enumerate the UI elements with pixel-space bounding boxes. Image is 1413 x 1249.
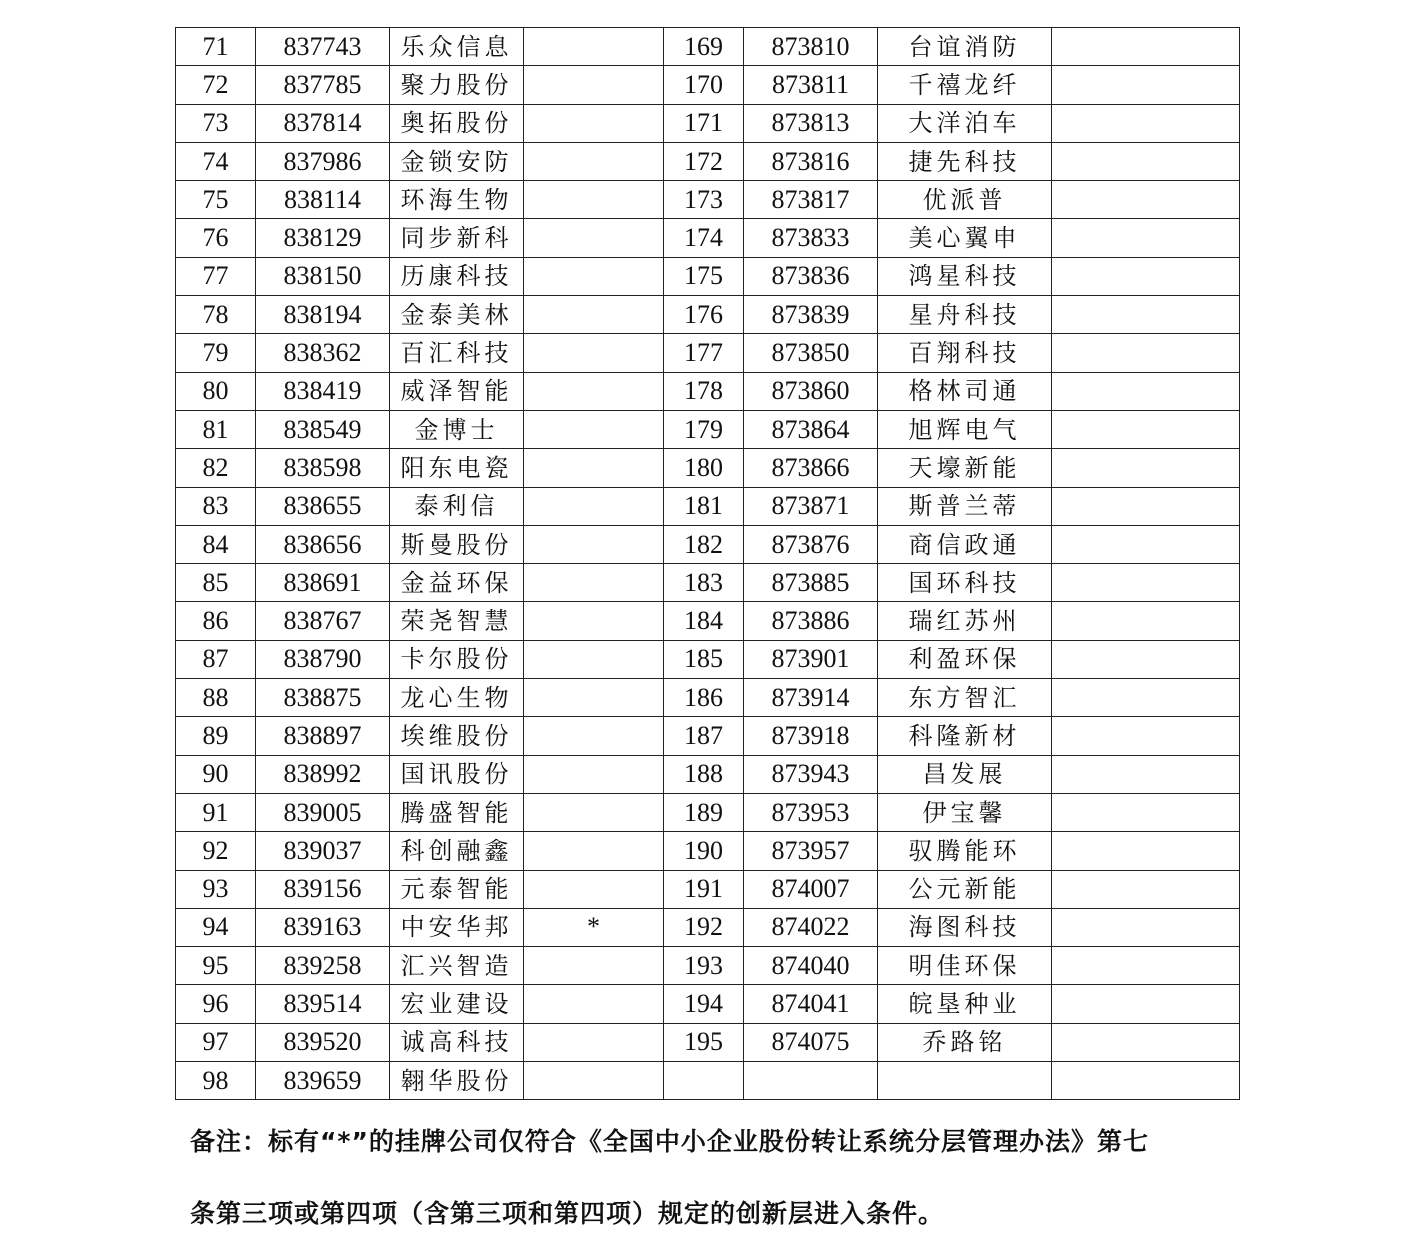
table-row <box>176 1062 1240 1100</box>
left-code-cell: 837743 <box>256 28 390 66</box>
right-serial-cell: 178 <box>664 372 744 410</box>
right-code-cell: 873901 <box>744 640 878 678</box>
left-name-cell: 环海生物 <box>390 181 524 219</box>
right-code-cell: 873871 <box>744 487 878 525</box>
right-code-cell: 874007 <box>744 870 878 908</box>
left-name-cell: 百汇科技 <box>390 334 524 372</box>
left-name-cell: 金锁安防 <box>390 142 524 180</box>
table-row <box>176 181 1240 219</box>
table-row <box>176 717 1240 755</box>
table-row <box>176 679 1240 717</box>
right-code-cell: 873914 <box>744 679 878 717</box>
left-code-cell: 838767 <box>256 602 390 640</box>
right-code-cell: 874040 <box>744 947 878 985</box>
left-code-cell: 839037 <box>256 832 390 870</box>
table-row <box>176 870 1240 908</box>
left-name-cell: 卡尔股份 <box>390 640 524 678</box>
right-code-cell: 873813 <box>744 104 878 142</box>
right-serial-cell: 181 <box>664 487 744 525</box>
left-code-cell: 838114 <box>256 181 390 219</box>
left-serial-cell: 96 <box>176 985 256 1023</box>
right-serial-cell: 177 <box>664 334 744 372</box>
left-code-cell: 838790 <box>256 640 390 678</box>
left-code-cell: 839156 <box>256 870 390 908</box>
left-name-cell: 金泰美林 <box>390 296 524 334</box>
right-mark-cell <box>1052 410 1240 448</box>
right-name-cell: 格林司通 <box>878 372 1052 410</box>
left-name-cell: 荣尧智慧 <box>390 602 524 640</box>
right-name-cell: 公元新能 <box>878 870 1052 908</box>
right-mark-cell <box>1052 296 1240 334</box>
left-code-cell: 838598 <box>256 449 390 487</box>
table-row <box>176 908 1240 946</box>
table-row <box>176 28 1240 66</box>
right-mark-cell <box>1052 257 1240 295</box>
right-code-cell: 873886 <box>744 602 878 640</box>
right-serial-cell: 185 <box>664 640 744 678</box>
left-serial-cell: 76 <box>176 219 256 257</box>
right-name-cell: 斯普兰蒂 <box>878 487 1052 525</box>
right-serial-cell: 180 <box>664 449 744 487</box>
right-mark-cell <box>1052 487 1240 525</box>
left-serial-cell: 98 <box>176 1062 256 1100</box>
right-name-cell: 台谊消防 <box>878 28 1052 66</box>
left-mark-cell <box>524 564 664 602</box>
left-name-cell: 腾盛智能 <box>390 793 524 831</box>
footnote-line-2: 条第三项或第四项（含第三项和第四项）规定的创新层进入条件。 <box>190 1199 945 1228</box>
left-code-cell: 839258 <box>256 947 390 985</box>
left-mark-cell <box>524 487 664 525</box>
right-serial-cell: 182 <box>664 525 744 563</box>
table-row <box>176 755 1240 793</box>
left-name-cell: 翱华股份 <box>390 1062 524 1100</box>
left-name-cell: 斯曼股份 <box>390 525 524 563</box>
right-name-cell: 美心翼申 <box>878 219 1052 257</box>
right-mark-cell <box>1052 334 1240 372</box>
left-serial-cell: 97 <box>176 1023 256 1061</box>
right-mark-cell <box>1052 947 1240 985</box>
right-serial-cell: 179 <box>664 410 744 448</box>
left-code-cell: 839005 <box>256 793 390 831</box>
left-name-cell: 乐众信息 <box>390 28 524 66</box>
left-code-cell: 838150 <box>256 257 390 295</box>
right-mark-cell <box>1052 564 1240 602</box>
right-code-cell: 873850 <box>744 334 878 372</box>
left-name-cell: 中安华邦 <box>390 908 524 946</box>
left-code-cell: 838194 <box>256 296 390 334</box>
left-serial-cell: 92 <box>176 832 256 870</box>
right-mark-cell <box>1052 372 1240 410</box>
table-row <box>176 1023 1240 1061</box>
table-row <box>176 947 1240 985</box>
left-mark-cell <box>524 372 664 410</box>
left-code-cell: 838129 <box>256 219 390 257</box>
left-code-cell: 838656 <box>256 525 390 563</box>
left-serial-cell: 89 <box>176 717 256 755</box>
left-code-cell: 837814 <box>256 104 390 142</box>
right-serial-cell: 194 <box>664 985 744 1023</box>
right-mark-cell <box>1052 181 1240 219</box>
footnote-line-1: 备注：标有“*”的挂牌公司仅符合《全国中小企业股份转让系统分层管理办法》第七 <box>190 1127 1149 1156</box>
left-name-cell: 元泰智能 <box>390 870 524 908</box>
right-name-cell: 旭辉电气 <box>878 410 1052 448</box>
left-name-cell: 金博士 <box>390 410 524 448</box>
right-mark-cell <box>1052 104 1240 142</box>
left-mark-cell <box>524 755 664 793</box>
left-mark-cell <box>524 334 664 372</box>
table-row <box>176 793 1240 831</box>
left-mark-cell <box>524 832 664 870</box>
right-mark-cell <box>1052 219 1240 257</box>
left-name-cell: 奥拓股份 <box>390 104 524 142</box>
left-name-cell: 国讯股份 <box>390 755 524 793</box>
right-name-cell: 捷先科技 <box>878 142 1052 180</box>
right-name-cell: 星舟科技 <box>878 296 1052 334</box>
left-name-cell: 汇兴智造 <box>390 947 524 985</box>
left-serial-cell: 72 <box>176 66 256 104</box>
right-mark-cell <box>1052 793 1240 831</box>
right-mark-cell <box>1052 755 1240 793</box>
table-row <box>176 372 1240 410</box>
right-mark-cell <box>1052 602 1240 640</box>
left-serial-cell: 91 <box>176 793 256 831</box>
right-serial-cell <box>664 1062 744 1100</box>
right-serial-cell: 183 <box>664 564 744 602</box>
left-serial-cell: 86 <box>176 602 256 640</box>
left-name-cell: 宏业建设 <box>390 985 524 1023</box>
company-list-table <box>175 27 1240 1100</box>
table-row <box>176 449 1240 487</box>
right-serial-cell: 172 <box>664 142 744 180</box>
left-name-cell: 阳东电瓷 <box>390 449 524 487</box>
right-mark-cell <box>1052 1023 1240 1061</box>
right-code-cell: 873816 <box>744 142 878 180</box>
left-code-cell: 837986 <box>256 142 390 180</box>
right-serial-cell: 186 <box>664 679 744 717</box>
right-code-cell: 873918 <box>744 717 878 755</box>
left-mark-cell <box>524 296 664 334</box>
left-serial-cell: 90 <box>176 755 256 793</box>
right-mark-cell <box>1052 1062 1240 1100</box>
left-serial-cell: 78 <box>176 296 256 334</box>
left-mark-cell <box>524 679 664 717</box>
right-serial-cell: 170 <box>664 66 744 104</box>
left-serial-cell: 71 <box>176 28 256 66</box>
right-serial-cell: 184 <box>664 602 744 640</box>
left-mark-cell <box>524 257 664 295</box>
right-mark-cell <box>1052 525 1240 563</box>
left-serial-cell: 73 <box>176 104 256 142</box>
left-name-cell: 历康科技 <box>390 257 524 295</box>
left-serial-cell: 79 <box>176 334 256 372</box>
table-row <box>176 985 1240 1023</box>
right-mark-cell <box>1052 832 1240 870</box>
table-row <box>176 602 1240 640</box>
right-mark-cell <box>1052 870 1240 908</box>
right-code-cell <box>744 1062 878 1100</box>
left-mark-cell <box>524 717 664 755</box>
left-mark-cell <box>524 66 664 104</box>
right-name-cell: 皖垦种业 <box>878 985 1052 1023</box>
left-name-cell: 诚高科技 <box>390 1023 524 1061</box>
right-name-cell: 伊宝馨 <box>878 793 1052 831</box>
left-code-cell: 838419 <box>256 372 390 410</box>
right-name-cell: 利盈环保 <box>878 640 1052 678</box>
left-name-cell: 威泽智能 <box>390 372 524 410</box>
table-row <box>176 525 1240 563</box>
right-code-cell: 873864 <box>744 410 878 448</box>
left-mark-cell <box>524 947 664 985</box>
right-mark-cell <box>1052 640 1240 678</box>
right-name-cell: 百翔科技 <box>878 334 1052 372</box>
right-serial-cell: 195 <box>664 1023 744 1061</box>
left-name-cell: 龙心生物 <box>390 679 524 717</box>
right-serial-cell: 175 <box>664 257 744 295</box>
left-serial-cell: 88 <box>176 679 256 717</box>
right-mark-cell <box>1052 142 1240 180</box>
right-name-cell: 鸿星科技 <box>878 257 1052 295</box>
left-mark-cell <box>524 1062 664 1100</box>
left-serial-cell: 83 <box>176 487 256 525</box>
left-mark-cell <box>524 793 664 831</box>
right-code-cell: 873817 <box>744 181 878 219</box>
right-serial-cell: 174 <box>664 219 744 257</box>
left-mark-cell <box>524 602 664 640</box>
left-name-cell: 聚力股份 <box>390 66 524 104</box>
left-code-cell: 838897 <box>256 717 390 755</box>
right-code-cell: 874041 <box>744 985 878 1023</box>
left-mark-cell <box>524 104 664 142</box>
right-code-cell: 873943 <box>744 755 878 793</box>
left-name-cell: 科创融鑫 <box>390 832 524 870</box>
table-row <box>176 219 1240 257</box>
right-name-cell: 明佳环保 <box>878 947 1052 985</box>
left-mark-cell <box>524 525 664 563</box>
left-serial-cell: 82 <box>176 449 256 487</box>
table-row <box>176 640 1240 678</box>
table-row <box>176 296 1240 334</box>
left-code-cell: 839659 <box>256 1062 390 1100</box>
table-row <box>176 410 1240 448</box>
right-mark-cell <box>1052 679 1240 717</box>
left-serial-cell: 84 <box>176 525 256 563</box>
right-code-cell: 873885 <box>744 564 878 602</box>
left-serial-cell: 87 <box>176 640 256 678</box>
right-code-cell: 873839 <box>744 296 878 334</box>
left-name-cell: 金益环保 <box>390 564 524 602</box>
right-code-cell: 874075 <box>744 1023 878 1061</box>
right-serial-cell: 191 <box>664 870 744 908</box>
right-name-cell: 天壕新能 <box>878 449 1052 487</box>
right-mark-cell <box>1052 66 1240 104</box>
table-row <box>176 832 1240 870</box>
right-serial-cell: 193 <box>664 947 744 985</box>
left-mark-cell <box>524 410 664 448</box>
right-code-cell: 874022 <box>744 908 878 946</box>
left-serial-cell: 80 <box>176 372 256 410</box>
table-row <box>176 334 1240 372</box>
table-row <box>176 257 1240 295</box>
left-name-cell: 泰利信 <box>390 487 524 525</box>
left-mark-cell <box>524 142 664 180</box>
right-serial-cell: 169 <box>664 28 744 66</box>
left-serial-cell: 93 <box>176 870 256 908</box>
left-code-cell: 839520 <box>256 1023 390 1061</box>
right-code-cell: 873836 <box>744 257 878 295</box>
left-mark-cell <box>524 1023 664 1061</box>
table-body <box>176 28 1240 1100</box>
left-serial-cell: 77 <box>176 257 256 295</box>
right-name-cell: 瑞红苏州 <box>878 602 1052 640</box>
right-serial-cell: 176 <box>664 296 744 334</box>
left-code-cell: 838691 <box>256 564 390 602</box>
left-code-cell: 837785 <box>256 66 390 104</box>
right-mark-cell <box>1052 449 1240 487</box>
table-row <box>176 66 1240 104</box>
left-code-cell: 838992 <box>256 755 390 793</box>
table-row <box>176 564 1240 602</box>
right-code-cell: 873833 <box>744 219 878 257</box>
right-serial-cell: 192 <box>664 908 744 946</box>
left-serial-cell: 75 <box>176 181 256 219</box>
right-name-cell: 商信政通 <box>878 525 1052 563</box>
right-serial-cell: 188 <box>664 755 744 793</box>
table-row <box>176 487 1240 525</box>
left-mark-cell <box>524 640 664 678</box>
left-mark-cell <box>524 870 664 908</box>
right-mark-cell <box>1052 28 1240 66</box>
right-code-cell: 873866 <box>744 449 878 487</box>
table-row <box>176 142 1240 180</box>
right-code-cell: 873876 <box>744 525 878 563</box>
right-mark-cell <box>1052 908 1240 946</box>
left-code-cell: 839514 <box>256 985 390 1023</box>
right-name-cell: 国环科技 <box>878 564 1052 602</box>
left-code-cell: 839163 <box>256 908 390 946</box>
left-serial-cell: 81 <box>176 410 256 448</box>
right-serial-cell: 190 <box>664 832 744 870</box>
left-code-cell: 838655 <box>256 487 390 525</box>
left-serial-cell: 94 <box>176 908 256 946</box>
right-name-cell <box>878 1062 1052 1100</box>
table-row <box>176 104 1240 142</box>
right-code-cell: 873957 <box>744 832 878 870</box>
right-serial-cell: 189 <box>664 793 744 831</box>
right-name-cell: 海图科技 <box>878 908 1052 946</box>
left-code-cell: 838549 <box>256 410 390 448</box>
left-mark-cell <box>524 449 664 487</box>
right-name-cell: 驭腾能环 <box>878 832 1052 870</box>
right-name-cell: 科隆新材 <box>878 717 1052 755</box>
left-serial-cell: 74 <box>176 142 256 180</box>
right-name-cell: 东方智汇 <box>878 679 1052 717</box>
left-code-cell: 838875 <box>256 679 390 717</box>
left-mark-cell <box>524 28 664 66</box>
right-code-cell: 873810 <box>744 28 878 66</box>
right-name-cell: 昌发展 <box>878 755 1052 793</box>
right-mark-cell <box>1052 985 1240 1023</box>
left-mark-cell <box>524 985 664 1023</box>
left-code-cell: 838362 <box>256 334 390 372</box>
right-code-cell: 873811 <box>744 66 878 104</box>
left-mark-cell: * <box>524 908 664 946</box>
left-mark-cell <box>524 181 664 219</box>
right-name-cell: 优派普 <box>878 181 1052 219</box>
left-serial-cell: 85 <box>176 564 256 602</box>
right-name-cell: 乔路铭 <box>878 1023 1052 1061</box>
right-mark-cell <box>1052 717 1240 755</box>
right-name-cell: 千禧龙纤 <box>878 66 1052 104</box>
right-code-cell: 873860 <box>744 372 878 410</box>
right-serial-cell: 187 <box>664 717 744 755</box>
left-serial-cell: 95 <box>176 947 256 985</box>
left-name-cell: 同步新科 <box>390 219 524 257</box>
left-name-cell: 埃维股份 <box>390 717 524 755</box>
right-serial-cell: 173 <box>664 181 744 219</box>
right-serial-cell: 171 <box>664 104 744 142</box>
left-mark-cell <box>524 219 664 257</box>
right-name-cell: 大洋泊车 <box>878 104 1052 142</box>
right-code-cell: 873953 <box>744 793 878 831</box>
